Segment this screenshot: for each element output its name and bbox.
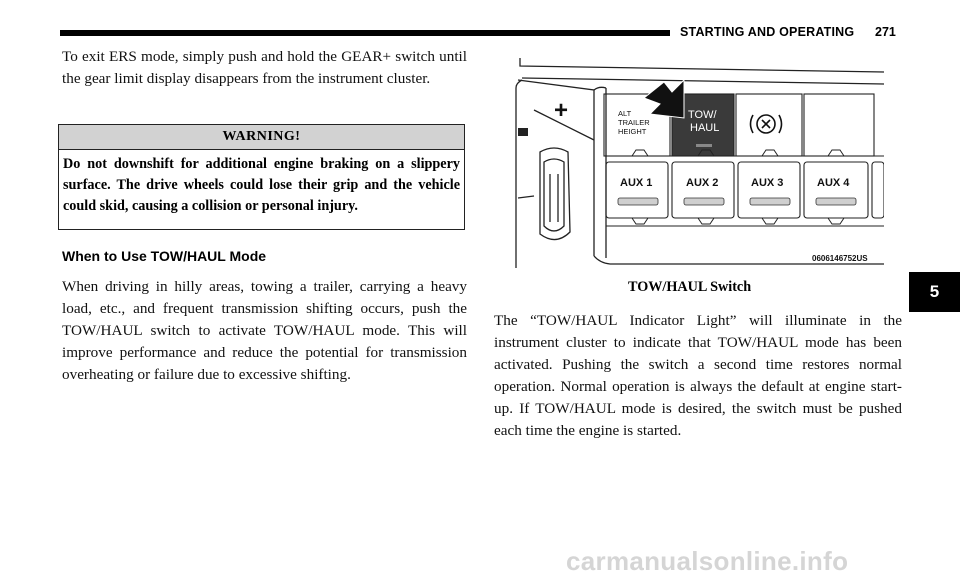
aux1-label: AUX 1	[620, 177, 653, 189]
aux-switch-bank	[606, 162, 884, 218]
indicator-paragraph: The “TOW/HAUL Indicator Light” will illuminate in the instrument cluster to indicate that TOW/HAUL mode has been activated. Pushing the switch a second time restores normal operation. Normal operation is always the default at engine start-up. If TOW/HAUL mode is desired, the switch must be pushed each time the engine is started.	[494, 312, 902, 439]
section-paragraph: When driving in hilly areas, towing a trailer, carrying a heavy load, etc., and frequent transmission shifting occurs, push the TOW/HAUL switch to activate TOW/HAUL mode. This will improve performance and reduce the potential for transmission overheating or failure due to excessive shifting.	[62, 278, 467, 383]
warning-text: Do not downshift for additional engine braking on a slippery surface. The drive wheels could lose their grip and the vehicle could skid, causing a collision or personal injury.	[63, 156, 460, 214]
aux3-label: AUX 3	[751, 177, 784, 189]
small-indicator-icon	[518, 128, 528, 136]
warning-title: WARNING!	[59, 125, 464, 150]
dashboard-outline	[516, 58, 884, 268]
figure-code: 0606146752US	[812, 254, 868, 263]
header-rule	[60, 30, 670, 36]
warning-box	[58, 124, 465, 230]
aux2-label: AUX 2	[686, 177, 719, 189]
watermark: carmanualsonline.info	[566, 546, 849, 576]
aux-indicator-bars	[618, 198, 856, 205]
switch-tabs	[632, 150, 844, 156]
page-number: 271	[875, 25, 896, 39]
figure-caption: TOW/HAUL Switch	[628, 279, 752, 295]
trailer-brake-icon	[751, 115, 782, 133]
chapter-tab: 5	[909, 272, 960, 312]
aux-lower-tabs	[606, 218, 884, 226]
section-heading: When to Use TOW/HAUL Mode	[62, 248, 267, 264]
alt-trailer-height-label: ALT TRAILER HEIGHT	[618, 109, 650, 136]
aux4-label: AUX 4	[817, 177, 850, 189]
plus-label: +	[554, 97, 569, 124]
pointer-arrow-icon	[644, 80, 684, 118]
running-header-title: STARTING AND OPERATING	[680, 25, 855, 39]
intro-paragraph: To exit ERS mode, simply push and hold the GEAR+ switch until the gear limit display disappears from the instrument cluster.	[62, 48, 467, 87]
gear-rocker-switch	[540, 148, 570, 240]
tow-haul-indicator-strip	[696, 144, 712, 147]
tow-haul-switch-illustration	[514, 58, 884, 268]
tow-haul-label: TOW/ HAUL	[688, 109, 720, 134]
